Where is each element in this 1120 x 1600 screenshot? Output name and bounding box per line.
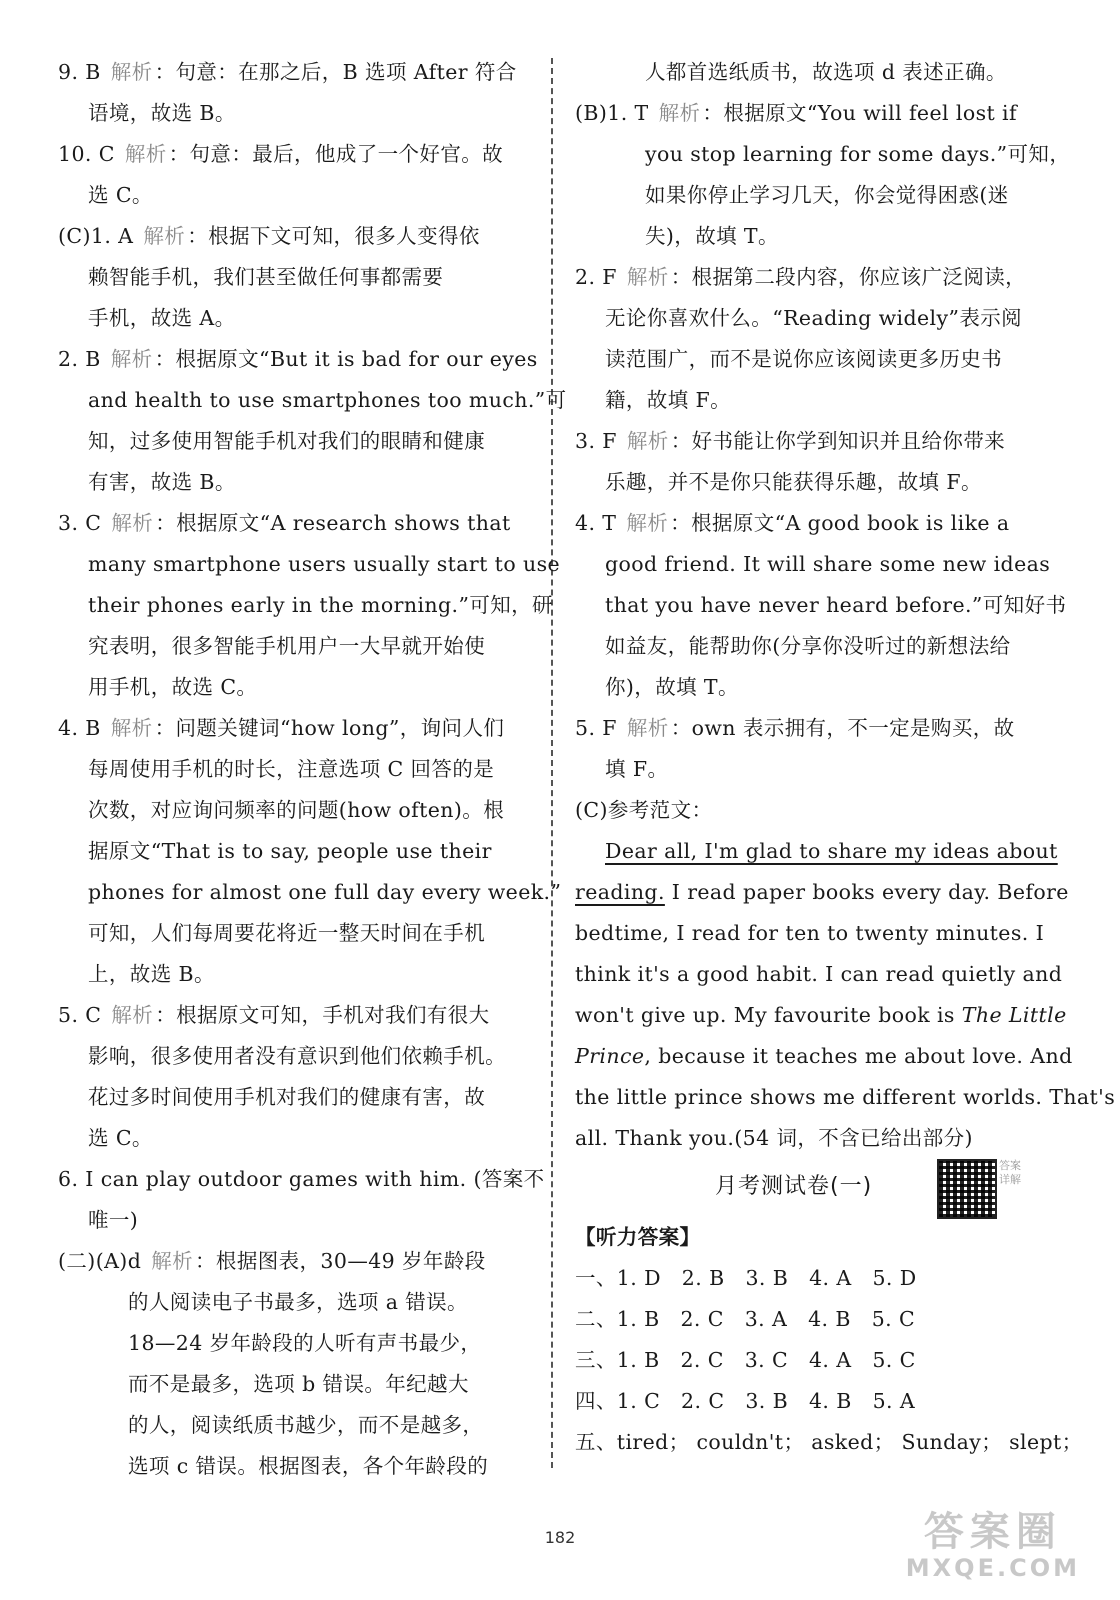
line-text: 赖智能手机，我们甚至做任何事都需要 <box>88 265 444 289</box>
line-text-after: ：根据下文可知，很多人变得依 <box>187 224 480 248</box>
line-text: (C)1. A <box>58 224 134 248</box>
line-text: (二)(A)d <box>58 1249 142 1273</box>
line-text: 籍，故填 F。 <box>605 388 732 412</box>
text-line <box>575 626 1047 667</box>
line-text: many smartphone users usually start to use <box>88 552 561 576</box>
text-line <box>58 1118 530 1159</box>
line-text: 2. F <box>575 265 617 289</box>
text-line <box>58 1323 530 1364</box>
text-line <box>58 995 530 1036</box>
line-text: 5. F <box>575 716 617 740</box>
analysis-tag: 解析 <box>110 347 153 371</box>
line-text: 唯一) <box>88 1208 139 1232</box>
line-text-after: ：好书能让你学到知识并且给你带来 <box>670 429 1006 453</box>
right-column <box>575 52 1116 1463</box>
line-text: 失)，故填 T。 <box>645 224 779 248</box>
analysis-tag: 解析 <box>626 265 669 289</box>
text-line <box>58 831 530 872</box>
line-text: 究表明，很多智能手机用户一大早就开始使 <box>88 634 486 658</box>
text-line <box>58 667 530 708</box>
line-text: all. Thank you.(54 词，不含已给出部分) <box>575 1126 973 1150</box>
month-test-title: 月考测试卷(一) <box>715 1174 873 1199</box>
line-text: 4. T <box>575 511 617 535</box>
text-line <box>58 708 530 749</box>
text-line <box>58 585 553 626</box>
text-line <box>58 1405 530 1446</box>
line-text: good friend. It will share some new ideas <box>605 552 1051 576</box>
text-line <box>58 52 530 93</box>
listening-row: 三、1. B 2. C 3. C 4. A 5. C <box>575 1348 916 1372</box>
line-text-after: I read paper books every day. Before <box>664 880 1069 904</box>
text-line <box>575 872 1069 913</box>
analysis-tag: 解析 <box>626 429 669 453</box>
line-text: their phones early in the morning.”可知，研 <box>88 593 553 617</box>
text-line <box>58 380 567 421</box>
line-text: 2. B <box>58 347 101 371</box>
line-text: 5. C <box>58 1003 102 1027</box>
line-text: 据原文“That is to say, people use their <box>88 839 492 863</box>
line-text: 10. C <box>58 142 115 166</box>
analysis-tag: 解析 <box>658 101 701 125</box>
text-line <box>575 995 1067 1036</box>
text-line <box>575 257 1047 298</box>
line-text-after: ：根据原文“But it is bad for our eyes <box>154 347 538 371</box>
line-text: 3. C <box>58 511 102 535</box>
line-text: think it's a good habit. I can read quietly and <box>575 962 1063 986</box>
line-text: 语境，故选 B。 <box>88 101 236 125</box>
line-text-after: ：句意：最后，他成了一个好官。故 <box>168 142 504 166</box>
listening-row: 五、tired； couldn't； asked； Sunday； slept； <box>575 1430 1083 1454</box>
line-text-after: ：根据原文“A good book is like a <box>670 511 1010 535</box>
analysis-tag: 解析 <box>111 511 154 535</box>
line-text-after: ：根据第二段内容，你应该广泛阅读， <box>670 265 1027 289</box>
column-divider <box>551 58 553 1468</box>
analysis-tag: 解析 <box>626 716 669 740</box>
text-line <box>58 626 530 667</box>
line-text: (B)1. T <box>575 101 649 125</box>
line-text: 选 C。 <box>88 183 153 207</box>
line-text: 9. B <box>58 60 101 84</box>
text-line <box>58 1200 530 1241</box>
text-line <box>575 421 1047 462</box>
italic-text: The Little <box>961 1003 1067 1027</box>
text-line <box>575 913 1047 954</box>
text-line <box>58 298 530 339</box>
text-line <box>575 831 1058 872</box>
left-column <box>58 52 567 1487</box>
text-line <box>575 93 1047 134</box>
line-text: 上，故选 B。 <box>88 962 215 986</box>
line-text-after: ：根据图表，30—49 岁年龄段 <box>195 1249 486 1273</box>
text-line <box>575 954 1063 995</box>
analysis-tag: 解析 <box>626 511 669 535</box>
analysis-tag: 解析 <box>151 1249 194 1273</box>
listening-row: 一、1. D 2. B 3. B 4. A 5. D <box>575 1266 917 1290</box>
line-text: 知，过多使用智能手机对我们的眼睛和健康 <box>88 429 486 453</box>
line-text: 选项 c 错误。根据图表，各个年龄段的 <box>128 1454 489 1478</box>
text-line <box>58 134 530 175</box>
analysis-tag: 解析 <box>111 1003 154 1027</box>
text-line <box>58 257 530 298</box>
line-text-after: ：根据原文可知，手机对我们有很大 <box>155 1003 490 1027</box>
line-text: 人都首选纸质书，故选项 d 表述正确。 <box>645 60 1007 84</box>
listening-heading: 【听力答案】 <box>575 1225 701 1249</box>
qr-code-icon[interactable] <box>937 1159 997 1219</box>
line-text: 手机，故选 A。 <box>88 306 236 330</box>
line-text: 你)，故填 T。 <box>605 675 739 699</box>
text-line <box>575 667 1047 708</box>
line-text: 花过多时间使用手机对我们的健康有害，故 <box>88 1085 486 1109</box>
line-text-after: ：问题关键词“how long”，询问人们 <box>154 716 505 740</box>
line-text: (C)参考范文： <box>575 798 713 822</box>
text-line <box>575 1118 1047 1159</box>
text-line <box>575 298 1047 339</box>
text-line <box>575 790 1047 831</box>
text-line <box>575 544 1051 585</box>
text-line <box>575 175 1047 216</box>
text-line <box>58 1159 545 1200</box>
text-line <box>575 708 1047 749</box>
analysis-tag: 解析 <box>110 716 153 740</box>
text-line <box>575 339 1047 380</box>
text-line <box>575 503 1047 544</box>
listening-row: 二、1. B 2. C 3. A 4. B 5. C <box>575 1307 916 1331</box>
line-text: 的人，阅读纸质书越少，而不是越多， <box>128 1413 484 1437</box>
text-line <box>58 544 561 585</box>
text-line <box>575 1036 1073 1077</box>
analysis-tag: 解析 <box>124 142 167 166</box>
line-text: 如果你停止学习几天，你会觉得困惑(迷 <box>645 183 1009 207</box>
text-line <box>575 585 1067 626</box>
text-line <box>58 1282 530 1323</box>
text-line <box>58 1446 530 1487</box>
line-text: you stop learning for some days.”可知， <box>645 142 1071 166</box>
text-line <box>58 216 530 257</box>
watermark <box>906 1510 1080 1582</box>
line-text: 影响，很多使用者没有意识到他们依赖手机。 <box>88 1044 506 1068</box>
line-text: 如益友，能帮助你(分享你没听过的新想法给 <box>605 634 1011 658</box>
text-line <box>58 1364 530 1405</box>
text-line <box>58 872 562 913</box>
line-text: reading. <box>575 880 665 904</box>
text-line <box>58 1077 530 1118</box>
line-text: 选 C。 <box>88 1126 153 1150</box>
analysis-tag: 解析 <box>110 60 153 84</box>
page-number: 182 <box>544 1528 576 1547</box>
line-text: Dear all, I'm glad to share my ideas about <box>605 839 1058 863</box>
text-line <box>575 216 1047 257</box>
line-text: won't give up. My favourite book is <box>575 1003 962 1027</box>
text-line <box>58 339 538 380</box>
watermark-logo: 答案圈 <box>923 1509 1062 1555</box>
text-line <box>58 790 530 831</box>
analysis-tag: 解析 <box>143 224 186 248</box>
line-text: 可知，人们每周要花将近一整天时间在手机 <box>88 921 486 945</box>
watermark-url: MXQE.COM <box>905 1554 1080 1582</box>
line-text-after: ：根据原文“A research shows that <box>155 511 511 535</box>
line-text: 乐趣，并不是你只能获得乐趣，故填 F。 <box>605 470 982 494</box>
line-text: 无论你喜欢什么。“Reading widely”表示阅 <box>605 306 1023 330</box>
line-text: 6. I can play outdoor games with him. (答案不 <box>58 1167 545 1191</box>
text-line <box>575 1077 1116 1118</box>
text-line <box>58 749 530 790</box>
line-text: that you have never heard before.”可知好书 <box>605 593 1067 617</box>
line-text: 的人阅读电子书最多，选项 a 错误。 <box>128 1290 468 1314</box>
line-text: 18—24 岁年龄段的人听有声书最少， <box>128 1331 482 1355</box>
line-text: 填 F。 <box>605 757 669 781</box>
line-text-after: ：根据原文“You will feel lost if <box>702 101 1017 125</box>
line-text: 有害，故选 B。 <box>88 470 236 494</box>
text-line <box>575 52 1047 93</box>
italic-text: Prince <box>575 1044 645 1068</box>
text-line <box>58 93 530 134</box>
line-text: 每周使用手机的时长，注意选项 C 回答的是 <box>88 757 495 781</box>
text-line <box>58 421 530 462</box>
line-text: 读范围广，而不是说你应该阅读更多历史书 <box>605 347 1003 371</box>
line-text: bedtime, I read for ten to twenty minutes. I <box>575 921 1045 945</box>
text-line <box>575 749 1047 790</box>
text-line <box>58 462 530 503</box>
line-text: the little prince shows me different worlds. That's <box>575 1085 1116 1109</box>
text-line <box>575 380 1047 421</box>
line-text-after: ：句意：在那之后，B 选项 After 符合 <box>154 60 517 84</box>
text-line <box>575 134 1071 175</box>
text-line <box>58 954 530 995</box>
line-text: , because it teaches me about love. And <box>644 1044 1073 1068</box>
line-text: and health to use smartphones too much.”可 <box>88 388 567 412</box>
line-text: 用手机，故选 C。 <box>88 675 258 699</box>
line-text: 而不是最多，选项 b 错误。年纪越大 <box>128 1372 469 1396</box>
line-text: 次数，对应询问频率的问题(how often)。根 <box>88 798 505 822</box>
text-line <box>58 913 530 954</box>
month-test-header <box>575 1159 1047 1217</box>
line-text: 4. B <box>58 716 101 740</box>
line-text: phones for almost one full day every week.” <box>88 880 562 904</box>
text-line <box>58 175 530 216</box>
line-text: 3. F <box>575 429 617 453</box>
qr-caption: 答案详解 <box>999 1159 1021 1186</box>
line-text-after: ：own 表示拥有，不一定是购买，故 <box>670 716 1015 740</box>
text-line <box>58 1241 530 1282</box>
listening-row: 四、1. C 2. C 3. B 4. B 5. A <box>575 1389 916 1413</box>
text-line <box>58 1036 530 1077</box>
text-line <box>575 462 1047 503</box>
text-line <box>58 503 530 544</box>
